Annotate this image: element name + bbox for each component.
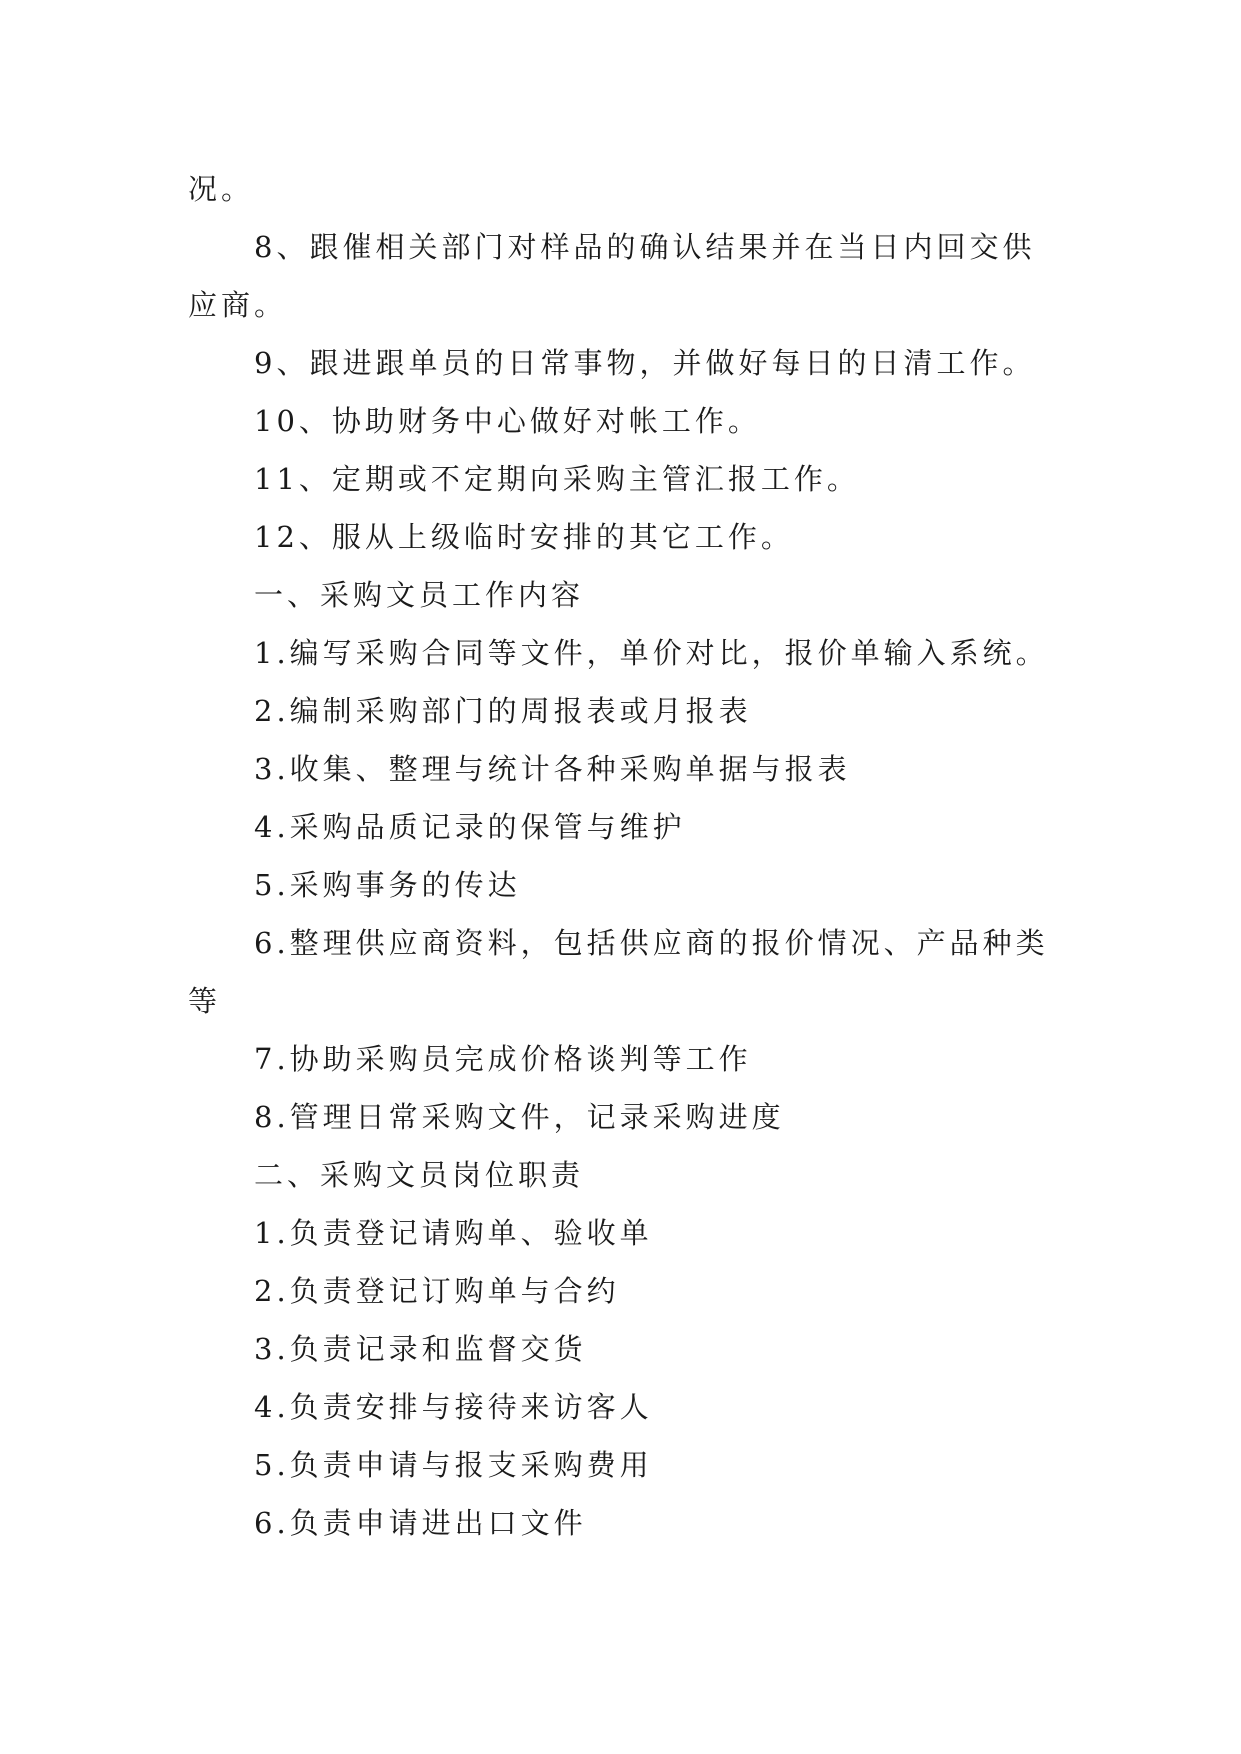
text-line: 9、跟进跟单员的日常事物，并做好每日的日清工作。 <box>254 346 1036 380</box>
text-line: 6.负责申请进出口文件 <box>254 1506 587 1540</box>
text-line: 8.管理日常采购文件，记录采购进度 <box>254 1100 785 1134</box>
section-heading: 二、采购文员岗位职责 <box>254 1158 585 1192</box>
text-line: 12、服从上级临时安排的其它工作。 <box>254 520 794 554</box>
document-body <box>188 160 1068 1552</box>
text-line: 况。 <box>188 172 255 206</box>
text-line: 8、跟催相关部门对样品的确认结果并在当日内回交供 <box>254 230 1036 264</box>
text-line: 5.负责申请与报支采购费用 <box>254 1448 653 1482</box>
text-line: 5.采购事务的传达 <box>254 868 521 902</box>
text-line: 4.负责安排与接待来访客人 <box>254 1390 653 1424</box>
text-line: 10、协助财务中心做好对帐工作。 <box>254 404 761 438</box>
text-line: 11、定期或不定期向采购主管汇报工作。 <box>254 462 860 496</box>
text-line: 3.负责记录和监督交货 <box>254 1332 587 1366</box>
section-heading: 一、采购文员工作内容 <box>254 578 585 612</box>
text-line: 2.编制采购部门的周报表或月报表 <box>254 694 752 728</box>
text-line: 6.整理供应商资料，包括供应商的报价情况、产品种类 <box>254 926 1049 960</box>
text-line: 1.编写采购合同等文件，单价对比，报价单输入系统。 <box>254 636 1049 670</box>
text-line: 3.收集、整理与统计各种采购单据与报表 <box>254 752 851 786</box>
text-line: 4.采购品质记录的保管与维护 <box>254 810 686 844</box>
text-line: 7.协助采购员完成价格谈判等工作 <box>254 1042 752 1076</box>
text-line: 2.负责登记订购单与合约 <box>254 1274 620 1308</box>
text-line: 应商。 <box>188 288 288 322</box>
text-line: 等 <box>188 984 222 1018</box>
text-line: 1.负责登记请购单、验收单 <box>254 1216 653 1250</box>
